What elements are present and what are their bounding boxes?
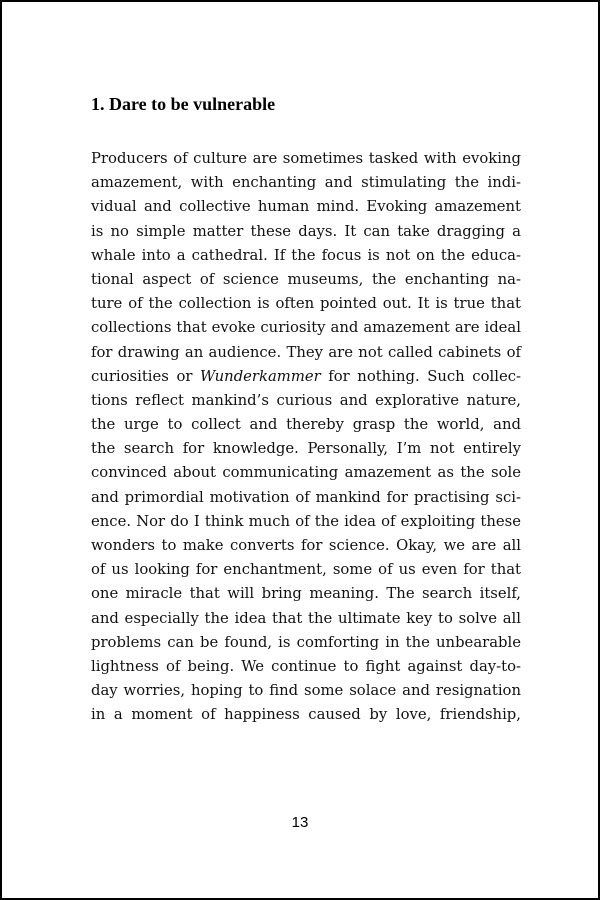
text-line: amazement, with enchanting and stimulating the indi- — [91, 174, 521, 192]
text-run: curiosities or — [91, 367, 201, 385]
text-line: tional aspect of science museums, the enchanting na- — [91, 270, 521, 288]
text-line: day worries, hoping to find some solace and resignation — [91, 682, 521, 700]
text-line-with-italic — [91, 365, 521, 389]
text-line: the search for knowledge. Personally, I’m not entirely — [91, 440, 521, 458]
text-line: lightness of being. We continue to fight against day-to- — [91, 657, 521, 675]
text-line: wonders to make converts for science. Okay, we are all — [91, 537, 521, 554]
italic-term: Wunderkammer — [200, 367, 321, 385]
page-number: 13 — [291, 814, 309, 831]
text-run: for nothing. Such collec- — [320, 367, 521, 385]
text-line: of us looking for enchantment, some of us even for that — [91, 561, 521, 579]
text-line: whale into a cathedral. If the focus is not on the educa- — [91, 246, 521, 264]
section-heading: 1. Dare to be vulnerable — [91, 94, 276, 114]
body-paragraph — [91, 147, 521, 728]
text-line: problems can be found, is comforting in the unbearable — [91, 633, 521, 651]
text-line: for drawing an audience. They are not called cabinets of — [91, 343, 521, 361]
text-line: and especially the idea that the ultimate key to solve all — [91, 609, 521, 627]
text-line: in a moment of happiness caused by love, friendship, — [91, 706, 521, 724]
text-line: is no simple matter these days. It can take dragging a — [91, 222, 521, 240]
text-line: ence. Nor do I think much of the idea of exploiting these — [91, 512, 521, 530]
text-line: Producers of culture are sometimes tasked with evoking — [91, 150, 521, 167]
text-line: convinced about communicating amazement as the sole — [91, 464, 521, 482]
text-line: the urge to collect and thereby grasp the world, and — [91, 416, 521, 434]
text-line: tions reflect mankind’s curious and explorative nature, — [91, 391, 521, 409]
text-line: ture of the collection is often pointed out. It is true that — [91, 295, 521, 313]
text-line: collections that evoke curiosity and amazement are ideal — [91, 319, 521, 337]
text-line: vidual and collective human mind. Evoking amazement — [91, 198, 521, 216]
text-line: one miracle that will bring meaning. The search itself, — [91, 585, 521, 603]
text-line: and primordial motivation of mankind for practising sci- — [91, 488, 521, 506]
